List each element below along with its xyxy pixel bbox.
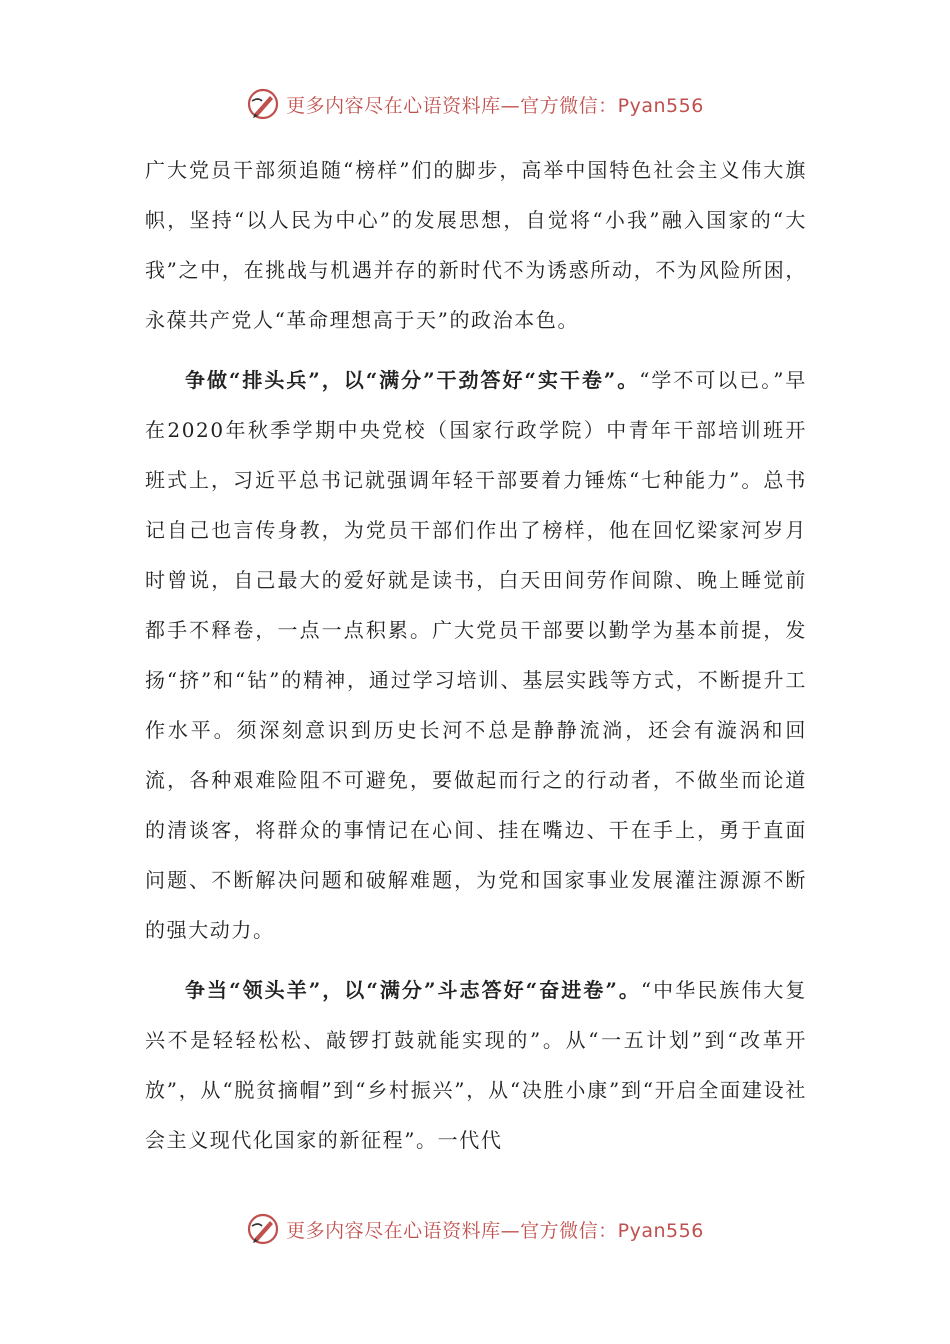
paragraph-3 <box>145 965 807 1165</box>
paragraph-text: 广大党员干部须追随“榜样”们的脚步，高举中国特色社会主义伟大旗帜，坚持“以人民为中心”的发展思想，自觉将“小我”融入国家的“大我”之中，在挑战与机遇并存的新时代不为诱惑所动，不为风险所困，永葆共产党人“革命理想高于天”的政治本色。 <box>145 158 807 332</box>
header-banner <box>0 84 950 124</box>
paragraph-1 <box>145 145 807 345</box>
pen-logo-icon <box>246 87 280 121</box>
banner-text: 更多内容尽在心语资料库—官方微信：Pyan556 <box>286 1219 704 1242</box>
paragraph-lead: 争做“排头兵”，以“满分”干劲答好“实干卷”。 <box>185 368 640 392</box>
pen-logo-icon <box>246 1212 280 1246</box>
article-body <box>145 145 807 1165</box>
paragraph-text: “中华民族伟大复兴不是轻轻松松、敲锣打鼓就能实现的”。从“一五计划”到“改革开放”，从“脱贫摘帽”到“乡村振兴”，从“决胜小康”到“开启全面建设社会主义现代化国家的新征程”。一代代 <box>145 978 807 1152</box>
footer-banner <box>0 1209 950 1249</box>
paragraph-2 <box>145 355 807 955</box>
banner-text: 更多内容尽在心语资料库—官方微信：Pyan556 <box>286 94 704 117</box>
paragraph-lead: 争当“领头羊”，以“满分”斗志答好“奋进卷”。 <box>185 978 641 1002</box>
paragraph-text: “学不可以已。”早在2020年秋季学期中央党校（国家行政学院）中青年干部培训班开班式上，习近平总书记就强调年轻干部要着力锤炼“七种能力”。总书记自己也言传身教，为党员干部们作出了榜样，他在回忆梁家河岁月时曾说，自己最大的爱好就是读书，白天田间劳作间隙、晚上睡觉前都手不释卷，一点一点积累。广大党员干部要以勤学为基本前提，发扬“挤”和“钻”的精神，通过学习培训、基层实践等方式，不断提升工作水平。须深刻意识到历史长河不总是静静流淌，还会有漩涡和回流，各种艰难险阻不可避免，要做起而行之的行动者，不做坐而论道的清谈客，将群众的事情记在心间、挂在嘴边、干在手上，勇于直面问题、不断解决问题和破解难题，为党和国家事业发展灌注源源不断的强大动力。 <box>145 368 807 942</box>
